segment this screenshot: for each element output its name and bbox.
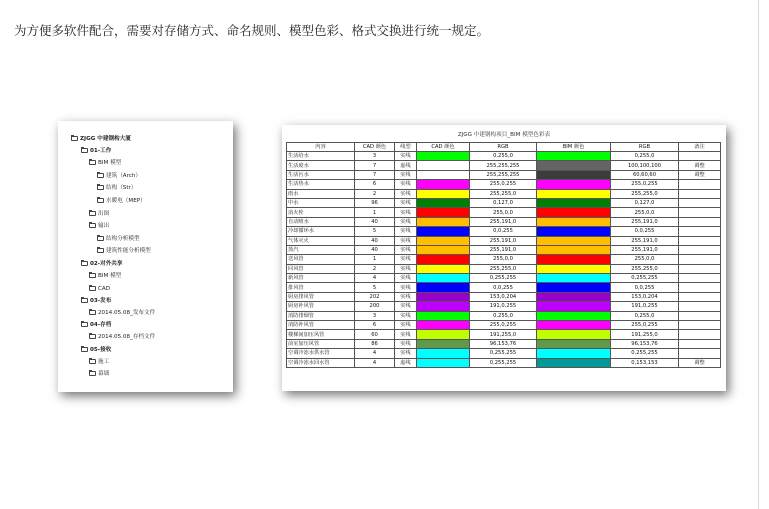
cell-linetype: 实线 xyxy=(395,264,417,273)
tree-folder-item[interactable] xyxy=(81,148,111,155)
cell-content: 雨水 xyxy=(287,189,355,198)
header-note: 备注 xyxy=(679,143,721,152)
tree-folder-item[interactable] xyxy=(81,298,111,305)
color-table-card xyxy=(282,125,726,391)
tree-folder-item[interactable] xyxy=(97,248,151,255)
cell-content: 生活污水 xyxy=(287,170,355,179)
cell-note xyxy=(679,189,721,198)
cell-bim-rgb: 191,255,0 xyxy=(611,330,679,339)
cell-cad-rgb: 255,0,255 xyxy=(470,321,537,330)
cell-linetype: 实线 xyxy=(395,292,417,301)
tree-folder-item[interactable] xyxy=(97,173,141,180)
tree-folder-item[interactable] xyxy=(89,286,110,293)
header-content: 内容 xyxy=(287,143,355,152)
cell-cad-rgb: 0,255,255 xyxy=(470,349,537,358)
table-row xyxy=(287,217,721,226)
cell-bim-color-swatch xyxy=(537,358,611,367)
tree-folder-item[interactable] xyxy=(97,185,136,192)
cell-bim-color-swatch xyxy=(537,311,611,320)
cell-content: 空调冷冻水回水管 xyxy=(287,358,355,367)
table-row xyxy=(287,292,721,301)
cell-bim-color-swatch xyxy=(537,264,611,273)
cell-bim-color-swatch xyxy=(537,189,611,198)
tree-folder-item[interactable] xyxy=(89,273,121,280)
cell-linetype: 实线 xyxy=(395,255,417,264)
cell-content: 新风管 xyxy=(287,274,355,283)
cell-cad-color-swatch xyxy=(417,311,470,320)
cell-bim-rgb: 255,0,255 xyxy=(611,321,679,330)
cell-bim-color-swatch xyxy=(537,198,611,207)
tree-folder-label: 2014.05.08_发布文件 xyxy=(98,310,156,316)
cell-bim-color-swatch xyxy=(537,217,611,226)
cell-bim-rgb: 0,127,0 xyxy=(611,198,679,207)
cell-note xyxy=(679,321,721,330)
cell-content: 消防补风管 xyxy=(287,321,355,330)
cell-content: 厨房补风管 xyxy=(287,302,355,311)
folder-icon xyxy=(97,198,104,203)
tree-folder-label: 建筑（Arch） xyxy=(106,173,141,179)
cell-linetype: 实线 xyxy=(395,198,417,207)
cell-note: 调整 xyxy=(679,358,721,367)
cell-cad-rgb: 0,255,255 xyxy=(470,274,537,283)
cell-note xyxy=(679,292,721,301)
cell-cad-index: 202 xyxy=(355,292,395,301)
table-title: ZJGG 中建钢构项目_BIM 模型色彩表 xyxy=(457,132,551,138)
header-bim-rgb: RGB xyxy=(611,143,679,152)
table-row xyxy=(287,208,721,217)
cell-note xyxy=(679,264,721,273)
folder-icon xyxy=(81,261,88,266)
cell-cad-color-swatch xyxy=(417,198,470,207)
table-row xyxy=(287,283,721,292)
table-header-row xyxy=(287,143,721,152)
cell-cad-rgb: 0,0,255 xyxy=(470,227,537,236)
cell-cad-color-swatch xyxy=(417,349,470,358)
folder-icon xyxy=(81,347,88,352)
tree-folder-label: 02-对外共享 xyxy=(90,261,123,267)
cell-bim-rgb: 0,255,0 xyxy=(611,311,679,320)
tree-folder-item[interactable] xyxy=(71,136,131,143)
tree-folder-label: 01-工作 xyxy=(90,148,112,154)
cell-linetype: 实线 xyxy=(395,170,417,179)
cell-linetype: 实线 xyxy=(395,274,417,283)
cell-linetype: 实线 xyxy=(395,339,417,348)
cell-note xyxy=(679,152,721,161)
cell-cad-color-swatch xyxy=(417,180,470,189)
cell-cad-rgb: 0,255,255 xyxy=(470,358,537,367)
cell-content: 厨房排风管 xyxy=(287,292,355,301)
cell-cad-rgb: 153,0,204 xyxy=(470,292,537,301)
cell-cad-rgb: 255,255,0 xyxy=(470,264,537,273)
tree-folder-label: 2014.05.08_存档文件 xyxy=(98,334,156,340)
cell-cad-index: 2 xyxy=(355,264,395,273)
table-row xyxy=(287,161,721,170)
cell-note xyxy=(679,330,721,339)
tree-folder-label: 幕墙 xyxy=(98,371,110,377)
cell-cad-color-swatch xyxy=(417,321,470,330)
cell-cad-index: 3 xyxy=(355,152,395,161)
cell-cad-rgb: 0,255,0 xyxy=(470,311,537,320)
header-cad-rgb: RGB xyxy=(470,143,537,152)
cell-cad-color-swatch xyxy=(417,330,470,339)
cell-bim-color-swatch xyxy=(537,227,611,236)
table-row xyxy=(287,264,721,273)
table-row xyxy=(287,339,721,348)
tree-folder-item[interactable] xyxy=(81,261,122,268)
cell-cad-color-swatch xyxy=(417,358,470,367)
cell-note: 调整 xyxy=(679,170,721,179)
tree-folder-label: CAD xyxy=(98,286,111,292)
tree-folder-label: BIM 模型 xyxy=(98,160,122,166)
cell-cad-rgb: 96,153,76 xyxy=(470,339,537,348)
cell-bim-color-swatch xyxy=(537,302,611,311)
cell-cad-rgb: 255,0,0 xyxy=(470,208,537,217)
header-bim-color: BIM 颜色 xyxy=(537,143,611,152)
table-row xyxy=(287,302,721,311)
tree-folder-label: 建筑性能分析模型 xyxy=(106,248,151,254)
cell-bim-rgb: 255,0,0 xyxy=(611,208,679,217)
cell-bim-rgb: 100,100,100 xyxy=(611,161,679,170)
cell-bim-rgb: 153,0,204 xyxy=(611,292,679,301)
cell-bim-color-swatch xyxy=(537,330,611,339)
table-row xyxy=(287,321,721,330)
cell-cad-color-swatch xyxy=(417,264,470,273)
cell-cad-index: 3 xyxy=(355,311,395,320)
table-row xyxy=(287,170,721,179)
table-row xyxy=(287,330,721,339)
cell-bim-color-swatch xyxy=(537,208,611,217)
cell-cad-rgb: 0,0,255 xyxy=(470,283,537,292)
cell-content: 空调冷冻水供水管 xyxy=(287,349,355,358)
cell-bim-color-swatch xyxy=(537,283,611,292)
folder-icon xyxy=(89,211,96,216)
cell-linetype: 实线 xyxy=(395,283,417,292)
cell-content: 楼梯间加压风管 xyxy=(287,330,355,339)
cell-linetype: 实线 xyxy=(395,321,417,330)
tree-folder-label: 水暖电（MEP） xyxy=(106,198,146,204)
folder-icon xyxy=(89,334,96,339)
cell-bim-rgb: 255,191,0 xyxy=(611,236,679,245)
tree-folder-label: 施工 xyxy=(98,359,110,365)
cell-cad-index: 5 xyxy=(355,283,395,292)
cell-bim-rgb: 255,191,0 xyxy=(611,217,679,226)
cell-note xyxy=(679,208,721,217)
cell-content: 前室加压风管 xyxy=(287,339,355,348)
cell-note xyxy=(679,255,721,264)
header-cad-color: CAD 颜色 xyxy=(417,143,470,152)
cell-content: 生活废水 xyxy=(287,161,355,170)
cell-bim-rgb: 255,191,0 xyxy=(611,245,679,254)
cell-linetype: 实线 xyxy=(395,302,417,311)
cell-content: 消火栓 xyxy=(287,208,355,217)
tree-folder-label: 04-存档 xyxy=(90,322,112,328)
folder-icon xyxy=(89,273,96,278)
cell-linetype: 实线 xyxy=(395,152,417,161)
cell-bim-rgb: 255,0,0 xyxy=(611,255,679,264)
table-row xyxy=(287,236,721,245)
cell-cad-index: 2 xyxy=(355,189,395,198)
cell-note xyxy=(679,339,721,348)
cell-bim-color-swatch xyxy=(537,180,611,189)
folder-icon xyxy=(81,322,88,327)
folder-tree-card xyxy=(58,121,233,392)
cell-content: 消防排烟管 xyxy=(287,311,355,320)
cell-content: 送风管 xyxy=(287,255,355,264)
cell-linetype: 虚线 xyxy=(395,358,417,367)
cell-cad-color-swatch xyxy=(417,292,470,301)
cell-bim-rgb: 0,255,0 xyxy=(611,152,679,161)
tree-folder-label: 结构分析模型 xyxy=(106,236,140,242)
cell-linetype: 实线 xyxy=(395,349,417,358)
folder-icon xyxy=(81,148,88,153)
cell-content: 排风管 xyxy=(287,283,355,292)
tree-folder-item[interactable] xyxy=(81,347,111,354)
tree-folder-label: 输出 xyxy=(98,223,110,229)
cell-cad-color-swatch xyxy=(417,152,470,161)
folder-icon xyxy=(97,173,104,178)
cell-linetype: 虚线 xyxy=(395,161,417,170)
folder-icon xyxy=(97,248,104,253)
table-row xyxy=(287,255,721,264)
cell-bim-color-swatch xyxy=(537,255,611,264)
cell-cad-rgb: 0,127,0 xyxy=(470,198,537,207)
cell-cad-rgb: 0,255,0 xyxy=(470,152,537,161)
table-row xyxy=(287,180,721,189)
folder-tree xyxy=(58,121,233,392)
cell-linetype: 实线 xyxy=(395,208,417,217)
cell-cad-color-swatch xyxy=(417,245,470,254)
cell-cad-color-swatch xyxy=(417,339,470,348)
cell-linetype: 实线 xyxy=(395,217,417,226)
cell-cad-color-swatch xyxy=(417,274,470,283)
cell-bim-rgb: 255,0,255 xyxy=(611,180,679,189)
folder-icon xyxy=(81,298,88,303)
cell-cad-index: 4 xyxy=(355,358,395,367)
cell-linetype: 实线 xyxy=(395,311,417,320)
cell-note xyxy=(679,245,721,254)
table-row xyxy=(287,358,721,367)
tree-folder-item[interactable] xyxy=(89,334,155,341)
table-row xyxy=(287,198,721,207)
cell-cad-index: 96 xyxy=(355,198,395,207)
cell-cad-color-swatch xyxy=(417,208,470,217)
cell-cad-color-swatch xyxy=(417,170,470,179)
cell-cad-rgb: 255,191,0 xyxy=(470,217,537,226)
cell-cad-index: 40 xyxy=(355,217,395,226)
cell-cad-index: 86 xyxy=(355,339,395,348)
cell-cad-rgb: 255,255,255 xyxy=(470,170,537,179)
cell-bim-rgb: 0,255,255 xyxy=(611,274,679,283)
tree-folder-label: 03-发布 xyxy=(90,298,112,304)
cell-cad-rgb: 255,0,255 xyxy=(470,180,537,189)
cell-bim-color-swatch xyxy=(537,274,611,283)
cell-cad-color-swatch xyxy=(417,189,470,198)
table-row xyxy=(287,227,721,236)
table-row xyxy=(287,349,721,358)
cell-bim-rgb: 191,0,255 xyxy=(611,302,679,311)
cell-linetype: 实线 xyxy=(395,245,417,254)
cell-bim-color-swatch xyxy=(537,339,611,348)
cell-cad-index: 1 xyxy=(355,208,395,217)
cell-cad-color-swatch xyxy=(417,236,470,245)
tree-folder-item[interactable] xyxy=(89,160,121,167)
cell-cad-index: 7 xyxy=(355,170,395,179)
cell-content: 生活热水 xyxy=(287,180,355,189)
folder-icon xyxy=(89,310,96,315)
tree-folder-label: ZJGG 中建钢构大厦 xyxy=(80,136,131,142)
cell-cad-color-swatch xyxy=(417,302,470,311)
header-linetype: 线型 xyxy=(395,143,417,152)
cell-bim-color-swatch xyxy=(537,245,611,254)
cell-note: 调整 xyxy=(679,161,721,170)
table-row xyxy=(287,152,721,161)
table-row xyxy=(287,274,721,283)
cell-cad-index: 4 xyxy=(355,349,395,358)
cell-note xyxy=(679,283,721,292)
cell-linetype: 实线 xyxy=(395,180,417,189)
folder-icon xyxy=(89,286,96,291)
cell-content: 生活给水 xyxy=(287,152,355,161)
cell-linetype: 实线 xyxy=(395,236,417,245)
cell-cad-index: 6 xyxy=(355,180,395,189)
cell-bim-rgb: 0,0,255 xyxy=(611,227,679,236)
cell-content: 气体灭火 xyxy=(287,236,355,245)
cell-cad-color-swatch xyxy=(417,283,470,292)
tree-folder-label: 结构（Str） xyxy=(106,185,137,191)
tree-folder-item[interactable] xyxy=(89,371,109,378)
cell-cad-rgb: 255,191,0 xyxy=(470,245,537,254)
tree-folder-item[interactable] xyxy=(89,211,109,218)
cell-cad-index: 40 xyxy=(355,245,395,254)
tree-folder-item[interactable] xyxy=(97,198,146,205)
cell-cad-index: 40 xyxy=(355,236,395,245)
cell-content: 回风管 xyxy=(287,264,355,273)
cell-cad-rgb: 255,191,0 xyxy=(470,236,537,245)
cell-bim-color-swatch xyxy=(537,236,611,245)
tree-folder-item[interactable] xyxy=(89,223,109,230)
cell-note xyxy=(679,302,721,311)
cell-note xyxy=(679,227,721,236)
cell-content: 蒸汽 xyxy=(287,245,355,254)
cell-cad-index: 200 xyxy=(355,302,395,311)
cell-cad-color-swatch xyxy=(417,255,470,264)
cell-cad-rgb: 191,0,255 xyxy=(470,302,537,311)
cell-note xyxy=(679,180,721,189)
folder-icon xyxy=(71,136,78,141)
tree-folder-label: BIM 模型 xyxy=(98,273,122,279)
cell-cad-index: 60 xyxy=(355,330,395,339)
tree-folder-label: 05-接收 xyxy=(90,347,112,353)
cell-note xyxy=(679,349,721,358)
cell-linetype: 实线 xyxy=(395,227,417,236)
cell-cad-rgb: 255,255,0 xyxy=(470,189,537,198)
header-cad-index: CAD 颜色 xyxy=(355,143,395,152)
table-row xyxy=(287,245,721,254)
tree-folder-item[interactable] xyxy=(81,322,111,329)
page-heading: 为方便多软件配合，需要对存储方式、命名规则、模型色彩、格式交换进行统一规定。 xyxy=(14,23,490,38)
cell-cad-index: 1 xyxy=(355,255,395,264)
cell-note xyxy=(679,311,721,320)
cell-bim-color-swatch xyxy=(537,161,611,170)
cell-bim-rgb: 0,0,255 xyxy=(611,283,679,292)
cell-note xyxy=(679,236,721,245)
cell-linetype: 实线 xyxy=(395,330,417,339)
cell-linetype: 实线 xyxy=(395,189,417,198)
cell-bim-color-swatch xyxy=(537,152,611,161)
tree-folder-label: 出图 xyxy=(98,211,110,217)
tree-folder-item[interactable] xyxy=(89,359,109,366)
cell-note xyxy=(679,198,721,207)
tree-folder-item[interactable] xyxy=(97,236,140,243)
folder-icon xyxy=(89,359,96,364)
tree-folder-item[interactable] xyxy=(89,310,155,317)
folder-icon xyxy=(97,236,104,241)
table-row xyxy=(287,189,721,198)
cell-cad-color-swatch xyxy=(417,217,470,226)
page-edge-line xyxy=(758,0,759,509)
folder-icon xyxy=(89,371,96,376)
cell-note xyxy=(679,217,721,226)
cell-cad-color-swatch xyxy=(417,161,470,170)
cell-bim-rgb: 60,60,60 xyxy=(611,170,679,179)
cell-bim-color-swatch xyxy=(537,321,611,330)
cell-cad-index: 5 xyxy=(355,227,395,236)
cell-note xyxy=(679,274,721,283)
cell-content: 自动喷水 xyxy=(287,217,355,226)
cell-bim-color-swatch xyxy=(537,292,611,301)
cell-bim-color-swatch xyxy=(537,170,611,179)
cell-cad-rgb: 255,255,255 xyxy=(470,161,537,170)
cell-content: 冷却循环水 xyxy=(287,227,355,236)
folder-icon xyxy=(97,185,104,190)
cell-bim-rgb: 0,255,255 xyxy=(611,349,679,358)
cell-bim-rgb: 255,255,0 xyxy=(611,264,679,273)
cell-cad-index: 7 xyxy=(355,161,395,170)
folder-icon xyxy=(89,160,96,165)
folder-icon xyxy=(89,223,96,228)
cell-cad-index: 6 xyxy=(355,321,395,330)
cell-bim-rgb: 255,255,0 xyxy=(611,189,679,198)
model-color-table xyxy=(286,142,721,368)
cell-cad-color-swatch xyxy=(417,227,470,236)
cell-cad-index: 4 xyxy=(355,274,395,283)
table-row xyxy=(287,311,721,320)
cell-bim-rgb: 96,153,76 xyxy=(611,339,679,348)
cell-cad-rgb: 191,255,0 xyxy=(470,330,537,339)
cell-cad-rgb: 255,0,0 xyxy=(470,255,537,264)
cell-bim-color-swatch xyxy=(537,349,611,358)
cell-bim-rgb: 0,153,153 xyxy=(611,358,679,367)
cell-content: 中水 xyxy=(287,198,355,207)
